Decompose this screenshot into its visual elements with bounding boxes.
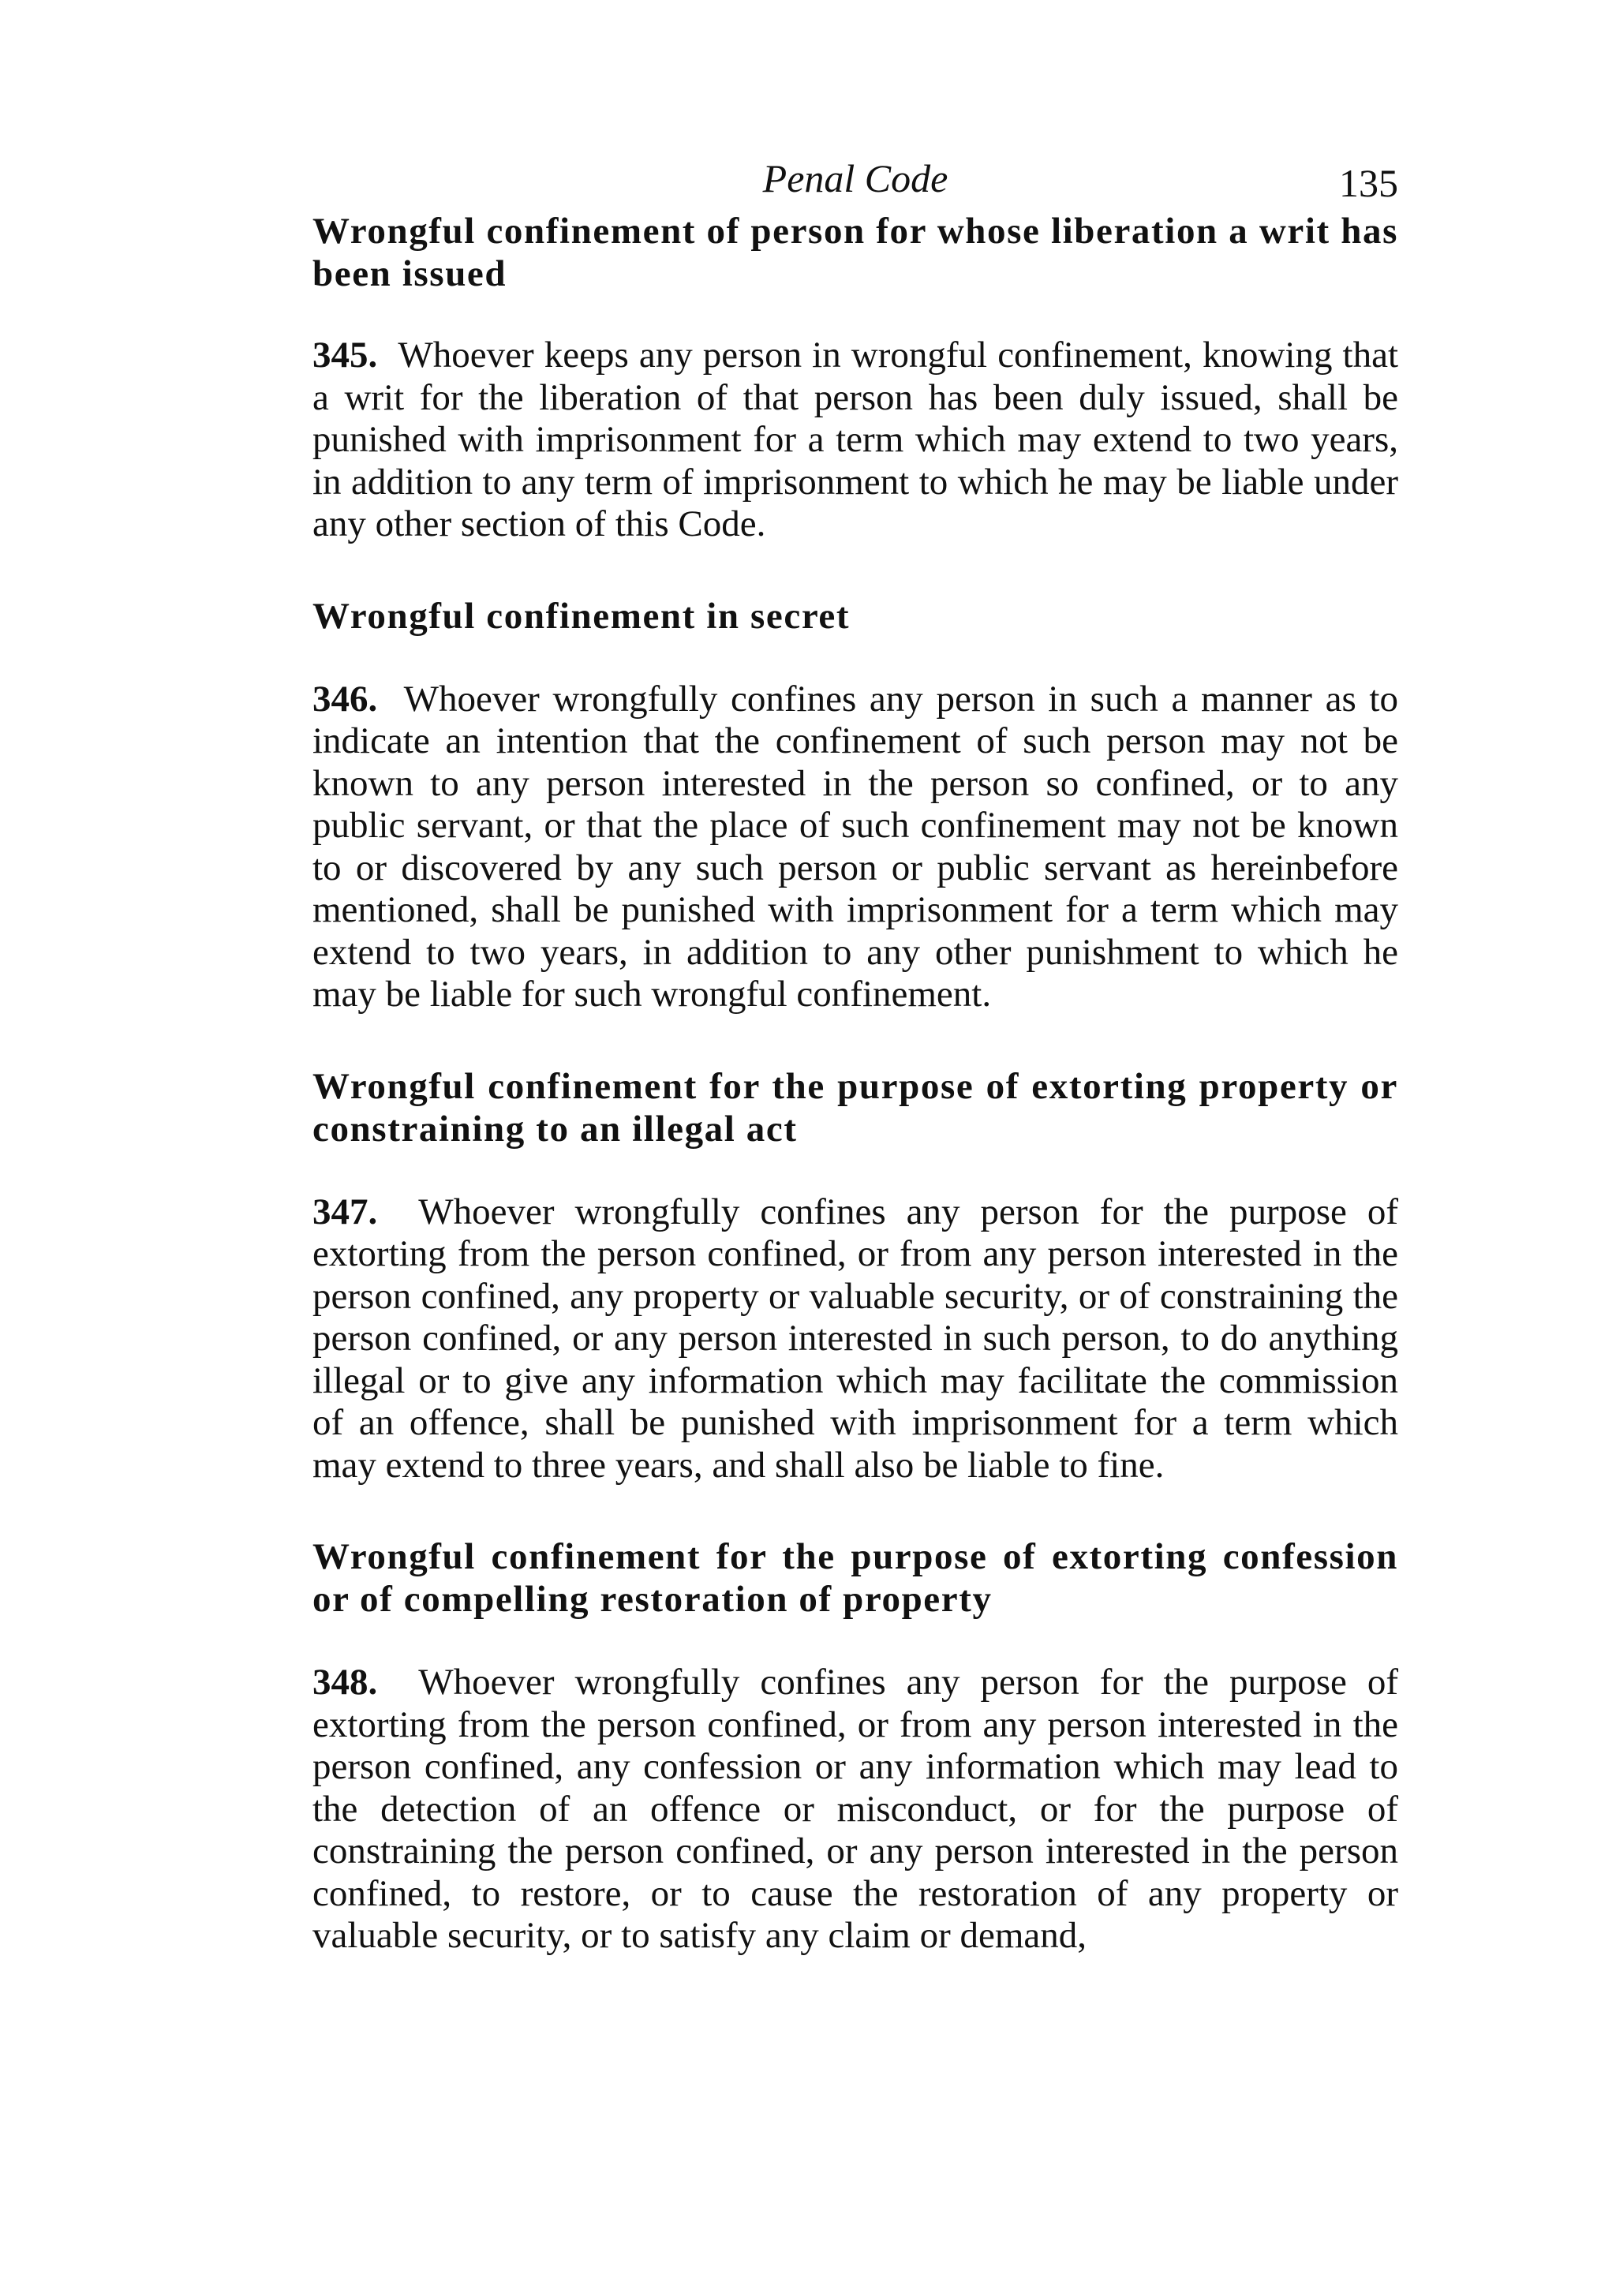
section-body [312, 1191, 1398, 1487]
section-number: 347. [312, 1191, 378, 1232]
section-heading: Wrongful confinement for the purpose of extorting confession or of compelling restoration of property [312, 1536, 1398, 1620]
section-345 [312, 210, 1398, 546]
section-text: Whoever wrongfully confines any person for the purpose of extorting from the person confined, or from any person interested in the person confined, any confession or any information which may lead to the detection of an offence or misconduct, or for the purpose of constraining the person confined, or any person interested in the person confined, to restore, or to cause the restoration of any property or valuable security, or to satisfy any claim or demand, [312, 1662, 1399, 1956]
section-346 [312, 595, 1398, 1016]
page-number: 135 [1339, 161, 1398, 205]
section-348 [312, 1535, 1398, 1958]
section-body [312, 679, 1398, 1016]
section-text: Whoever wrongfully confines any person for the purpose of extorting from the person confined, or from any person interested in the person confined, any property or valuable security, or of constraining the person confined, or any person interested in such person, to do anything illegal or to give any information which may facilitate the commission of an offence, shall be punished with imprisonment for a term which may extend to three years, and shall also be liable to fine. [312, 1191, 1399, 1486]
section-body [312, 335, 1398, 546]
section-347 [312, 1065, 1398, 1487]
section-heading: Wrongful confinement of person for whose liberation a writ has been issued [312, 211, 1398, 294]
document-page [312, 155, 1398, 1958]
section-number: 348. [312, 1662, 378, 1703]
section-heading: Wrongful confinement for the purpose of extorting property or constraining to an illegal act [312, 1065, 1398, 1150]
section-text: Whoever wrongfully confines any person in such a manner as to indicate an intention that the confinement of such person may not be known to any person interested in the person so confined, or to any public servant, or that the place of such confinement may not be known to or discovered by any such person or public servant as hereinbefore mentioned, shall be punished with imprisonment for a term which may extend to two years, in addition to any other punishment to which he may be liable for such wrongful confinement. [312, 678, 1398, 1015]
section-body [312, 1662, 1398, 1958]
section-number: 345. [312, 335, 378, 376]
section-heading: Wrongful confinement in secret [312, 595, 851, 637]
section-number: 346. [312, 678, 378, 720]
page-header-title: Penal Code [762, 156, 948, 200]
running-header [312, 155, 1398, 210]
section-text: Whoever keeps any person in wrongful confinement, knowing that a writ for the liberation of that person has been duly issued, shall be punished with imprisonment for a term which may extend to two years, in addition to any term of imprisonment to which he may be liable under any other section of this Code. [312, 335, 1399, 544]
